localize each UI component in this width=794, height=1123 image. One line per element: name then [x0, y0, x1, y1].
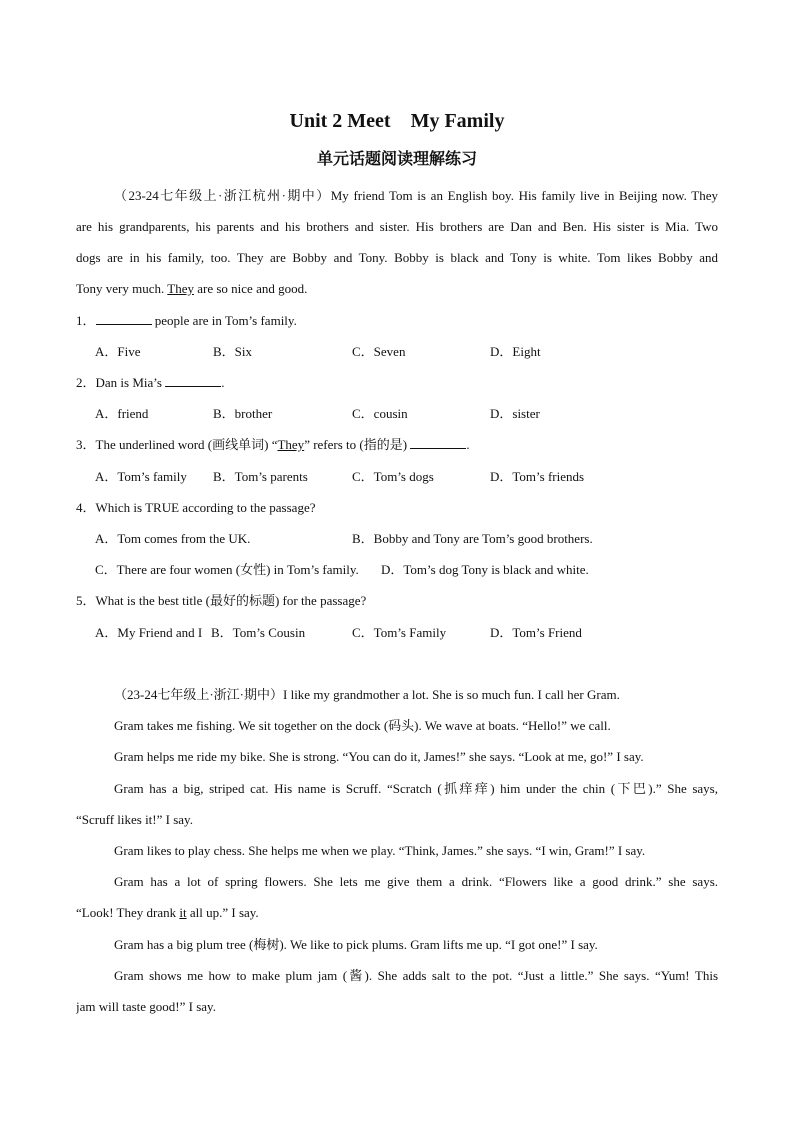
question-text: The underlined word (画线单词) “ [95, 437, 278, 452]
q3-option-d[interactable]: D．Tom’s friends [490, 469, 585, 484]
answer-blank[interactable] [165, 374, 221, 387]
question-3 [76, 436, 718, 453]
question-5 [76, 592, 718, 609]
q5-option-d[interactable]: D．Tom’s Friend [490, 625, 582, 640]
question-number: 3． [76, 437, 96, 452]
question-1 [76, 312, 718, 329]
q3-option-a[interactable]: A．Tom’s family [95, 469, 187, 484]
q4-option-d[interactable]: D．Tom’s dog Tony is black and white. [381, 562, 589, 577]
q4-option-b[interactable]: B．Bobby and Tony are Tom’s good brothers. [352, 531, 593, 546]
question-text: Dan is Mia’s [95, 375, 166, 390]
underlined-word: They [277, 437, 305, 452]
passage2-paragraph-4b: “Scruff likes it!” I say. [76, 812, 193, 827]
passage1-line-2: are his grandparents, his parents and his brothers and sister. His brothers are Dan and Ben. His sister is Mia. Two [76, 219, 718, 234]
answer-blank[interactable] [96, 312, 152, 325]
passage2-text: “Look! They drank [76, 905, 180, 920]
passage2-source: （23-24七年级上·浙江·期中） [114, 687, 283, 702]
passage1-text: Tony very much. [76, 281, 165, 296]
q1-option-a[interactable]: A．Five [95, 344, 141, 359]
question-2 [76, 374, 718, 391]
passage1-text: are so nice and good. [194, 281, 308, 296]
q5-option-b[interactable]: B．Tom’s Cousin [211, 625, 306, 640]
question-text: . [221, 375, 225, 390]
q5-option-c[interactable]: C．Tom’s Family [352, 625, 447, 640]
q3-option-b[interactable]: B．Tom’s parents [213, 469, 308, 484]
passage2-line-1 [114, 686, 718, 703]
q1-option-c[interactable]: C．Seven [352, 344, 406, 359]
question-number: 2． [76, 375, 96, 390]
question-text: ” refers to (指的是) [304, 437, 411, 452]
passage1-line-3: dogs are in his family, too. They are Bobby and Tony. Bobby is black and Tony is white. Tom likes Bobby and [76, 250, 718, 265]
underlined-word: it [179, 905, 187, 920]
q2-option-b[interactable]: B．brother [213, 406, 273, 421]
question-4 [76, 499, 718, 516]
q4-option-a[interactable]: A．Tom comes from the UK. [95, 531, 251, 546]
passage2-text: I like my grandmother a lot. She is so much fun. I call her Gram. [283, 687, 620, 702]
passage2-paragraph-6a: Gram has a lot of spring flowers. She lets me give them a drink. “Flowers like a good drink.” she says. [114, 874, 718, 889]
page-title: Unit 2 Meet My Family [289, 110, 505, 132]
question-text: . [466, 437, 470, 452]
q2-option-d[interactable]: D．sister [490, 406, 540, 421]
passage1-line-4 [76, 280, 718, 297]
question-text: Which is TRUE according to the passage? [95, 500, 316, 515]
passage2-text: all up.” I say. [186, 905, 259, 920]
question-number: 5． [76, 593, 96, 608]
q2-option-c[interactable]: C．cousin [352, 406, 408, 421]
passage2-paragraph-7: Gram has a big plum tree (梅树). We like to pick plums. Gram lifts me up. “I got one!” I say. [114, 937, 598, 952]
passage2-paragraph-5: Gram likes to play chess. She helps me when we play. “Think, James.” she says. “I win, Gram!” I say. [114, 843, 646, 858]
question-number: 1． [76, 313, 96, 328]
q4-option-c[interactable]: C．There are four women (女性) in Tom’s family. [95, 562, 359, 577]
question-number: 4． [76, 500, 96, 515]
passage1-source: （23-24七年级上·浙江杭州·期中） [114, 188, 331, 203]
passage2-paragraph-6b [76, 904, 718, 921]
answer-blank[interactable] [410, 436, 466, 449]
page-subtitle: 单元话题阅读理解练习 [316, 149, 477, 168]
q1-option-b[interactable]: B．Six [213, 344, 253, 359]
underlined-word: They [167, 281, 194, 296]
passage2-paragraph-8b: jam will taste good!” I say. [76, 999, 216, 1014]
passage2-paragraph-4a: Gram has a big, striped cat. His name is Scruff. “Scratch (抓痒痒) him under the chin (下巴).” She says, [114, 781, 718, 796]
q1-option-d[interactable]: D．Eight [490, 344, 541, 359]
passage2-paragraph-2: Gram takes me fishing. We sit together on the dock (码头). We wave at boats. “Hello!” we call. [114, 718, 611, 733]
question-text: people are in Tom’s family. [151, 313, 297, 328]
passage2-paragraph-3: Gram helps me ride my bike. She is strong. “You can do it, James!” she says. “Look at me, go!” I say. [114, 749, 644, 764]
passage1-text: My friend Tom is an English boy. His family live in Beijing now. They [330, 188, 718, 203]
q3-option-c[interactable]: C．Tom’s dogs [352, 469, 434, 484]
q2-option-a[interactable]: A．friend [95, 406, 149, 421]
passage1-line-1 [114, 187, 718, 204]
question-text: What is the best title (最好的标题) for the passage? [95, 593, 367, 608]
passage2-paragraph-8a: Gram shows me how to make plum jam (酱). She adds salt to the pot. “Just a little.” She says. “Yum! This [114, 968, 718, 983]
q5-option-a[interactable]: A．My Friend and I [95, 625, 203, 640]
